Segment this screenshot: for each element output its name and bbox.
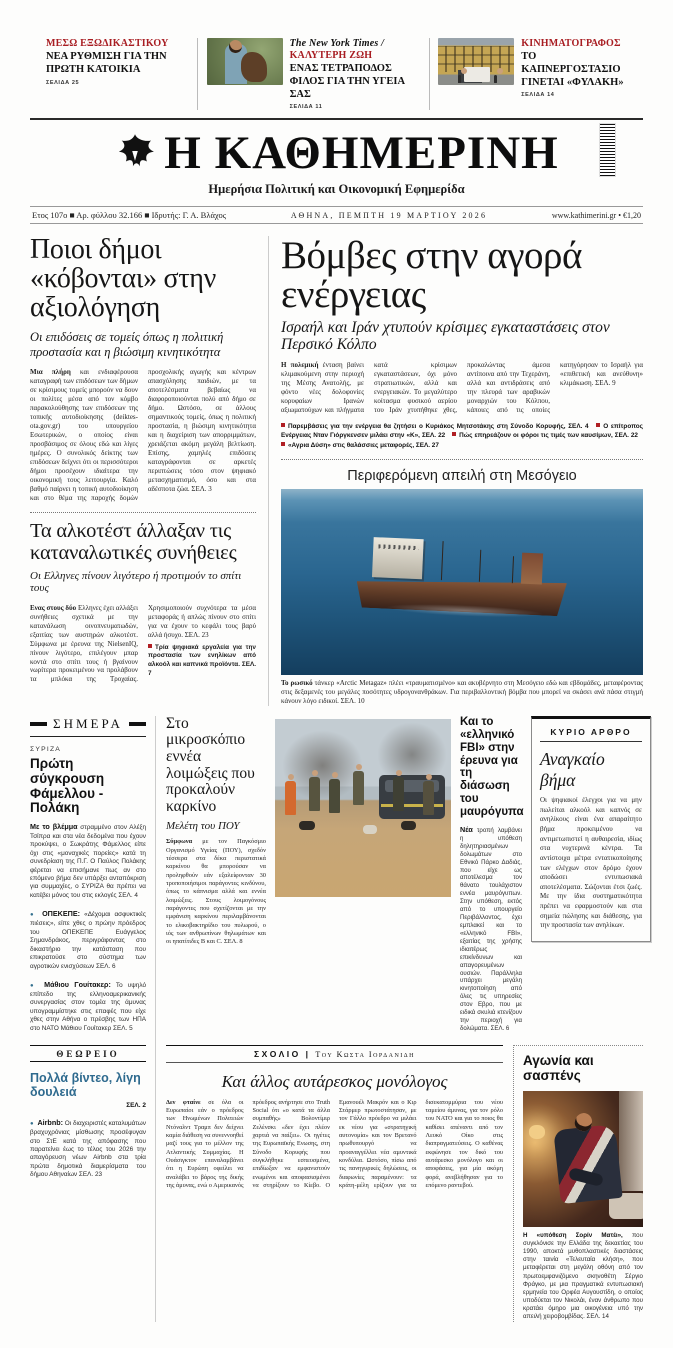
red-square-icon [281,442,285,446]
item-lead: Airbnb: [37,1118,63,1128]
ranger-figure [309,777,320,811]
health-headline: Στο μικροσκόπιο εννέα λοιμώξεις που προκαλούν καρκίνο [166,714,255,815]
scholio-header [166,1046,503,1063]
simera-text: στραμμένο στον Αλέξη Τσίπρα και στα νέα δεδομένα που έχουν προκύψει, ο Σωκράτης Φάμελλος είπε όχι στις «μοναχικές πορείες» κατά τη συνεδρίαση της Π.Γ. Ο Παύλος Πολάκης φέρεται να επισήμανε πως αν στο επόμενο βήμα δεν υπάρξει ανταπόκριση για συμμαχίες, ο ΣΥΡΙΖΑ θα πρέπει να κατέβει μόνος του στις εκλογές ΣΕΛ. 4 [30,824,146,899]
cinema-story [513,1045,643,1322]
tanker-caption [281,679,643,706]
simera-header [30,716,146,737]
scholio-text: σε όλα οι Ευρωπαίοι εάν ο πρόεδρος των Ηνωμένων Πολιτειών Ντόναλντ Τραμπ δεν δείχνει καμία διάθεση να συνεννοηθεί μαζί τους για το μέλλον της Ατλαντικής Συμμαχίας. Η Ουάσιγκτον επαναλαμβάνει ότι η Ευρώπη οφείλει να αναλάβει το βάρος της δικής της άμυνας, ενώ ο Αμερικανός πρόεδρος ανήρτησε στο Truth Social ότι «ο κατά τα άλλα συμπαθής» Βολοντίμιρ Ζελένσκι «δεν έχει πλέον χαρτιά να παίξει». Οι ηγέτες της Ευρωπαϊκής Ενωσης, στη Σύνοδο Κορυφής που συγκλήθηκε εσπευσμένα, επιδίωξαν να εμφανιστούν ενωμένοι και αποφασισμένοι να στηρίξουν το Κίεβο. Ο Εμανουέλ Μακρόν και ο Κιρ Στάρμερ πρωτοστάτησαν, με τον Γάλλο πρόεδρο να μιλάει εκ νέου για «στρατηγική αυτονομία» και τον Βρετανό πρωθυπουργό να προαναγγέλλει νέα αμυντικά κονδύλια. Ωστόσο, πίσω από τις πανηγυρικές δηλώσεις, οι διαφωνίες παραμένουν: τα κράτη-μέλη ερίζουν για τα δισεκατομμύρια του νέου ταμείου άμυνας, για τον ρόλο του ΝΑΤΟ και για το ποιος θα καθίσει απέναντι από τον Λευκό Οίκο στις διαπραγματεύσεις. Ο καθένας εκφώνησε τον δικό του αυτάρεσκο μονόλογο και οι αποφάσεις, για μία ακόμη φορά, ανεβλήθησαν για το επόμενο ραντεβού. [166,1098,503,1189]
promo-housing-title: ΝΕΑ ΡΥΘΜΙΣΗ ΓΙΑ ΤΗΝ ΠΡΩΤΗ ΚΑΤΟΙΚΙΑ [46,51,167,75]
ranger-figure [353,771,364,805]
simera-item [30,980,146,1033]
theoreio-page-ref: ΣΕΛ. 2 [126,1102,146,1110]
promo-nyt-page: ΣΕΛΙΔΑ 11 [289,104,323,111]
ranger-figure [423,781,434,815]
top-stories-row [30,236,643,706]
newspaper-subtitle: Ημερήσια Πολιτική και Οικονομική Εφημερίδα [208,182,465,197]
white-truck [464,67,490,82]
lead-story-lead-in: Μια πλήρη [30,368,71,377]
promo-cinema-title: ΤΟ ΚΑΠΝΕΡΓΟΣΤΑΣΙΟ ΓΙΝΕΤΑΙ «ΦΥΛΑΚΗ» [521,51,624,88]
blue-dot-icon: ● [30,1121,34,1128]
main-story-text: ένταση βαίνει κλιμακούμενη στην περιοχή της Μέσης Ανατολής, με φόντο νέες δολοφονίες κορυφαίων Ιρανών αξιωματούχων και πλήγματα κατά κρίσιμων εγκαταστάσεων, όχι μόνο στρατιωτικών, αλλά και ενεργειακών. Το μεγαλύτερο κοίτασμα φυσικού αερίου του Ιράν χτυπήθηκε χθες, προκαλώντας άμεσα αντίποινα από την Τεχεράνη, αλλά και αντιδράσεις από την πλευρά των αραβικών μοναρχιών του Κόλπου, κάποιες από τις οποίες κατηγόρησαν το Ισραήλ για «επιθετική και ανεύθυνη» κλιμάκωση. ΣΕΛ. 9 [281,361,643,415]
lead-story-deck: Οι επιδόσεις σε τομείς όπως η πολιτική προστασία και η βιώσιμη κινητικότητα [30,329,224,359]
vulture-body [460,825,522,1033]
bottom-margin [0,1322,673,1348]
ref-text: Πώς επηρεάζουν οι φόροι τις τιμές των καυσίμων, ΣΕΛ. 22 [459,432,638,440]
ref-item [281,423,589,430]
editorial-body: Οι ψηφιακοί έλεγχοι για να μην πωλείται αλκοόλ και καπνός σε ανηλίκους είναι ένα απαραίτητο βήμα προκειμένου να αντιμετωπιστεί η αυθαιρεσία, ιδίως στα νυχτερινά κέντρα. Τα αντίστοιχα μέτρα εντατικοποίησης των ελέγχων στον δρόμο έχουν αποδώσει εντυπωσιακά αποτελέσματα. Σώζονται έτσι ζωές. Με την ίδια συστηματικότητα πρέπει να εφαρμοστούν και στα σημεία πώλησης και διάθεσης, για την προστασία των ανηλίκων. [540,795,642,930]
health-lead-in: Σύμφωνα [166,838,193,846]
alcotest-text: Ελληνες έχει αλλάξει συνήθειες σχετικά με την κατανάλωση οινοπνευματωδών, εξαιτίας των αυστηρών αλκοτέστ. Σύμφωνα με έρευνα της NielsenIQ, πίνουν λιγότερο, επιλέγουν μπαρ κοντά στο σπίτι τους ή βγαίνουν νωρίτερα προκειμένου να προλάβουν τα μπλόκα της Τροχαίας. Χρησιμοποιούν συχνότερα τα μέσα μεταφοράς ή απλώς πίνουν στο σπίτι για να έχουν το κεφάλι τους βαρύ αλλά ήσυχο. ΣΕΛ. 23 [30,603,256,684]
ship-mast [479,550,481,582]
ship-superstructure [372,537,424,579]
main-story-body [281,361,643,415]
editorial-column [531,716,651,1033]
lower-main-area [156,716,643,1322]
main-story-lead-in: Η πολεμική [281,361,319,370]
cinema-caption [523,1232,643,1322]
item-lead: Μάθιου Γουίτακερ: [44,979,111,989]
promo-housing-kicker: ΜΕΣΩ ΕΞΩΔΙΚΑΣΤΙΚΟΥ [46,38,169,49]
alcotest-headline: Τα αλκοτέστ άλλαξαν τις καταναλωτικές συνήθειες [30,519,237,564]
main-story-deck: Ισραήλ και Ιράν χτυπούν κρίσιμες εγκαταστάσεις στον Περσικό Κόλπο [281,319,610,354]
alcotest-ref [148,644,256,679]
theoreio-title: Πολλά βίντεο, λίγη δουλειά [30,1071,141,1100]
scholio-body [166,1099,503,1190]
promo-nyt-kicker-red: ΚΑΛΥΤΕΡΗ ΖΩΗ [289,50,373,61]
vulture-headline: Και το «ελληνικό FBI» στην έρευνα για τη διάσωση του μαυρόγυπα [460,715,524,819]
lower-section [30,716,643,1322]
blue-dot-icon: ● [30,912,36,919]
film-still-photo [523,1091,643,1227]
simera-headline: Πρώτη σύγκρουση Φάμελλου - Πολάκη [30,755,105,816]
ranger-orange-vest [285,781,296,815]
tanker-caption-lead: Το ρωσικό [281,679,313,688]
editorial-header: ΚΥΡΙΟ ΑΡΘΡΟ [540,727,642,742]
ref-item [281,442,439,449]
actor-figure [553,1124,622,1204]
scholio-headline: Και άλλος αυτάρεσκος μονόλογος [221,1071,448,1091]
cinema-caption-lead: Η «υπόθεση Σορίν Ματέι», [523,1231,623,1239]
promo-cinema-page: ΣΕΛΙΔΑ 14 [521,92,555,99]
alcotest-lead-in: Ενας στους δύο [30,603,77,612]
editorial-title: Αναγκαίο βήμα [540,748,605,790]
blue-dot-icon: ● [30,982,37,989]
cinema-caption-text: που συγκλόνισε την Ελλάδα της δεκαετίας του 1990, αποκτά μυθοπλαστικές διαστάσεις στην ταινία «Τελευταία κλήση», που μεταφέρεται στη μεγάλη οθόνη από τον πρωτοεμφανιζόμενο σκηνοθέτη Σέργιο Φράγκο, με μια πραγματικά εντυπωσιακή ερμηνεία του Ορφέα Αυγουστίδη, ο οποίος υποδύεται τον Νικολάι, έναν άνθρωπο που κρατάει όμηρο μια οικογένεια υπό την απειλή χειροβομβίδας. ΣΕΛ. 14 [523,1231,643,1321]
promo-cinema [438,38,637,98]
header-bar [30,722,47,726]
red-square-icon [148,644,152,648]
section-divider [281,459,643,460]
ship-mast [512,556,514,583]
alcotest-deck: Οι Ελληνες πίνουν λιγότερο ή προτιμούν το σπίτι τους [30,569,242,595]
simera-sidebar [30,716,156,1322]
main-story-column [269,236,643,706]
pickup-vehicle [379,775,445,819]
promo-housing-page: ΣΕΛΙΔΑ 25 [46,79,80,86]
ref-text: Παρεμβάσεις για την ενέργεια θα ζητήσει ο Κυριάκος Μητσοτάκης στη Σύνοδο Κορυφής, ΣΕΛ. 4 [288,423,589,431]
nyt-brand: The New York Times / [289,38,385,49]
health-text: με τον Παγκόσμιο Οργανισμό Υγείας (ΠΟΥ), σχεδόν τέσσερα στα δέκα περιστατικά καρκίνου θα μπορούσαν να προληφθούν εάν εξαλείφονταν 30 τροποποιήσιμοι παράγοντες κινδύνου, όπως το κάπνισμα αλλά και εννέα λοιμώξεις. Στους λοιμογόνους παράγοντες που σχετίζονται με την εμφάνιση καρκίνου περιλαμβάνονται το ελικοβακτηρίδιο του πυλωρού, ο ιός των ανθρωπίνων θηλωμάτων και οι ηπατίτιδες Β και C. ΣΕΛ. 8 [166,838,266,946]
dateline [30,206,643,224]
simera-item [30,1118,146,1180]
simera-lead-in: Με το βλέμμα [30,822,78,832]
man-with-dog-photo [207,38,283,85]
red-square-icon [596,423,600,427]
alcotest-body [30,604,256,685]
health-story [166,716,266,1033]
scholio-label: ΣΧΟΛΙΟ [253,1048,301,1059]
theoreio-header: ΘΕΩΡΕΙΟ [30,1045,146,1062]
alcotest-ref-text: Τρία ψηφιακά εργαλεία για την προστασία των ενηλίκων από αλκοόλ και καπνικά προϊόντα. ΣΕΛ. 7 [148,643,256,677]
main-story-refs [281,422,643,450]
eagle-logo-icon [114,128,156,179]
ranger-figure [329,779,340,813]
tanker-photo-title: Περιφερόμενη απειλή στη Μεσόγειο [347,468,577,485]
ref-text: Ο επίτροπος Ενέργειας Νταν Γιόργκενσεν μιλάει στην «Κ», ΣΕΛ. 22 [281,423,644,440]
promo-divider [429,38,430,110]
dateline-price: www.kathimerini.gr • €1,20 [551,210,641,220]
vulture-story [460,716,522,1033]
tanker-caption-text: τάνκερ «Arctic Metagaz» πλέει «τραυματισμένο» και ακυβέρνητο στη Μεσόγειο εδώ και εβδομάδες, μεταφέροντας στις δεξαμενές του μεγάλες ποσότητες υδρογονανθράκων. Για περιβαλλοντική βόμβα που μπορεί να σκάσει ανά πάσα στιγμή κάνουν λόγο ειδικοί. ΣΕΛ. 10 [281,679,644,705]
scholio-lead-in: Δεν φταίνε [166,1098,201,1106]
simera-kicker: ΣΥΡΙΖΑ [30,745,62,753]
item-text: Οι διαχειριστές καταλυμάτων βραχυχρόνιας μίσθωσης προσέφυγαν στο ΣτΕ κατά της απόφασης που παρατείνει έως το τέλος του 2026 την απαγόρευση νέων Airbnb στα τρία πρώτα δημοτικά διαμερίσματα του δήμου Αθηναίων ΣΕΛ. 23 [30,1120,146,1179]
main-story-headline: Βόμβες στην αγορά ενέργειας [281,234,582,317]
ref-text: «Αγρια Δύση» στις θαλάσσιες μεταφορές, ΣΕΛ. 27 [288,441,439,449]
scholio-byline: Του Κώστα Ιορδανίδη [315,1049,415,1059]
vulture-text: τροπή λαμβάνει η υπόθεση δηλητηριασμένων δολωμάτων στο Εθνικό Πάρκο Δαδιάς, που είχε ως αποτέλεσμα τον θάνατο τουλάχιστον εννέα μαυρόγυπων. Στην υπόθεση, εκτός από το υπουργείο Περιβάλλοντος, έχει εμπλακεί και το «ελληνικό FBI», εξαιτίας της χρήσης ιδιαιτέρως επικίνδυνων και απαγορευμένων ουσιών. Παράλληλα υπάρχει μεγάλη κινητοποίηση από όλες τις υπηρεσίες στον Εβρο, που με ειδικά σκυλιά κτενίζουν την περιοχή για δολώματα. ΣΕΛ. 6 [460,826,522,1032]
barcode [600,124,615,176]
promo-housing [46,38,188,86]
curtain [619,1091,643,1192]
promo-nyt [207,38,420,110]
tanker-photo [281,489,643,675]
cinema-headline: Αγωνία και σασπένς [523,1052,594,1083]
dog-figure [363,825,377,834]
lead-story-headline: Ποιοι δήμοι «κόβονται» στην αξιολόγηση [30,234,217,324]
ranger-figure [393,777,404,811]
header-bar [129,722,146,726]
middle-band [166,716,643,1033]
editorial-box [531,716,651,942]
lamp-glow [529,1125,545,1139]
ref-item [452,432,638,439]
lead-story-body [30,368,256,502]
top-promo-bar [46,38,637,110]
dog-figure [299,821,315,830]
simera-item [30,909,146,971]
promo-divider [197,38,198,110]
masthead [0,120,673,199]
pedestrian-figure [494,75,497,83]
dateline-edition: Ετος 107ο ■ Αρ. φύλλου 32.166 ■ Ιδρυτής: Γ. Α. Βλάχος [32,210,227,221]
pedestrian-figure [458,75,461,83]
promo-nyt-kicker [290,38,420,62]
simera-header-label: ΣΗΜΕΡΑ [53,715,123,731]
lead-story-column [30,236,269,706]
scholio-separator: | [305,1048,316,1059]
health-deck: Μελέτη του ΠΟΥ [166,820,240,833]
vulture-lead-in: Νέα [460,824,473,834]
dateline-date: ΑΘΗΝΑ, ΠΕΜΠΤΗ 19 ΜΑΡΤΙΟΥ 2026 [290,210,488,220]
scholio-column [166,1045,513,1322]
bottom-band [166,1045,643,1322]
dog-figure [241,52,267,82]
ship-mast [441,541,444,580]
promo-cinema-kicker: ΚΙΝΗΜΑΤΟΓΡΑΦΟΣ [521,38,621,49]
tobacco-factory-photo [438,38,514,85]
newspaper-title: Η ΚΑΘΗΜΕΡΙΝΗ [164,127,559,180]
rangers-with-dogs-photo [275,719,451,897]
red-square-icon [452,432,456,436]
ship-funnel [521,553,543,585]
simera-body [30,822,146,900]
lead-story-text: και ενδιαφέρουσα καταγραφή των επιδόσεων των δήμων σε κρίσιμους τομείς μπορούν να δουν οι πολίτες μέσα από τον κόμβο παρακολούθησης των επιδόσεων της τοπικής αυτοδιοίκησης (deiktes-ota.gov.gr) του υπουργείου Εσωτερικών, ο οποίος είναι προσβάσιμος σε όλους εδώ και λίγες ημέρες. Ο συνολικός δείκτης των επιδόσεων δείχνει ότι οι περισσότεροι δήμοι προσέχουν ιδιαίτερα την οικονομική τους λειτουργία. Καλό βαθμό παίρνει η τοπική αυτοδιοίκηση και στο θέμα της παροχής δομών προσχολικής αγωγής και κέντρων απασχόλησης παιδιών, με τα αποτελέσματα βεβαίως να διαφοροποιούνται πολύ από δήμο σε δήμο. Ωστόσο, σε άλλους σημαντικούς τομείς, όπως η πολιτική προστασία, η βιώσιμη κινητικότητα και η διαχείριση των απορριμμάτων, χρειάζεται ακόμη μεγάλη βελτίωση. Επίσης, χαμηλές επιδόσεις καταγράφονται σε αρκετές περιπτώσεις τόσο στον ψηφιακό μετασχηματισμό, όσο και στα αδέσποτα ζώα. ΣΕΛ. 3 [30,368,256,502]
tanker-ship [356,540,569,616]
item-text: «Δέχομαι ασφυκτικές πιέσεις», είπε χθες ο πρώην πρόεδρος του ΟΠΕΚΕΠΕ Ευάγγελος Σημανδράκος, περιγράφοντας στο δικαστήριο την κατάσταση που επικρατούσε στο σύστημα των αγροτικών ενισχύσεων ΣΕΛ. 6 [30,911,146,970]
health-body [166,838,266,946]
promo-nyt-title: ΕΝΑΣ ΤΕΤΡΑΠΟΔΟΣ ΦΙΛΟΣ ΓΙΑ ΤΗΝ ΥΓΕΙΑ ΣΑΣ [289,63,405,100]
item-text: Το υψηλό επίπεδο της ελληνοαμερικανικής συνεργασίας στον τομέα της άμυνας υπογραμμίστηκε στις επαφές που είχε χθες στην Αθήνα ο πρέσβης των ΗΠΑ στο ΝΑΤΟ Μάθιου Γουίτακερ ΣΕΛ. 5 [30,981,147,1032]
section-divider [30,512,256,513]
red-square-icon [281,423,285,427]
dog-figure [401,821,416,830]
item-lead: ΟΠΕΚΕΠΕ: [42,909,81,919]
